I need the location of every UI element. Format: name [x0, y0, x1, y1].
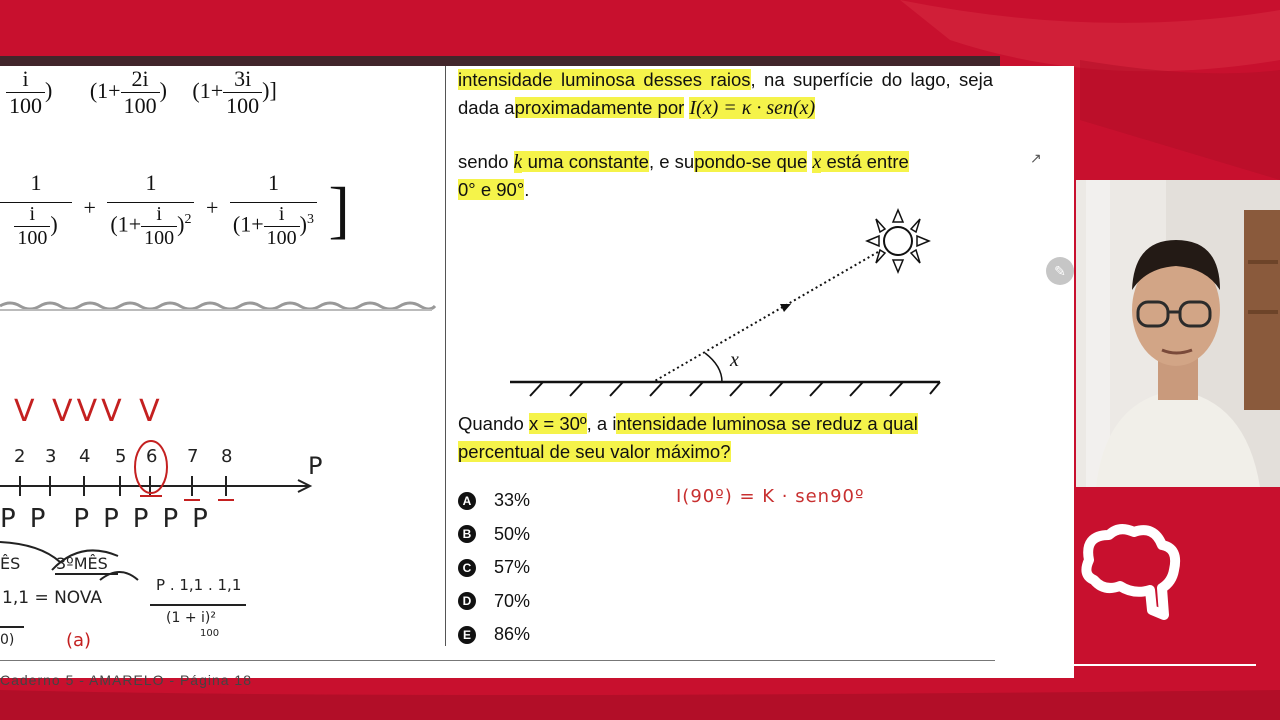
- sun-icon: [867, 210, 929, 272]
- frac-term-1: [6, 66, 45, 119]
- main-den: $\frac{i}{100}$ ): [0, 203, 72, 250]
- axis-end-label: P: [308, 452, 323, 480]
- tick-label: 3: [45, 446, 57, 467]
- option-letter: A: [458, 492, 476, 510]
- plus-sign: +: [205, 195, 219, 221]
- frac-den: 100: [226, 93, 260, 118]
- column-divider: [445, 66, 446, 646]
- page-bottom-rule: [0, 660, 995, 661]
- highlight: x = 30º: [528, 413, 587, 434]
- highlight: está entre: [821, 151, 909, 172]
- paren: ): [45, 77, 53, 103]
- main-num: 1: [107, 170, 194, 203]
- angle-label: x: [730, 349, 739, 371]
- option-e[interactable]: [458, 618, 530, 652]
- presenter-video-frame: [1076, 180, 1280, 487]
- fraction-bar-left: [0, 626, 24, 628]
- highlight: pondo-se que: [694, 151, 808, 172]
- denominator-sub: 100: [200, 628, 220, 639]
- main-num: 1: [230, 170, 317, 203]
- tick-label: 6: [146, 446, 158, 467]
- frac-term-3: [223, 66, 262, 119]
- highlight: 0° e 90°: [458, 179, 525, 200]
- webcam-video: [1076, 180, 1280, 487]
- text: .: [524, 179, 530, 200]
- frac-num: i: [6, 66, 45, 93]
- highlight: uma constante: [522, 151, 649, 172]
- option-text: 33%: [494, 490, 531, 511]
- main-den: (1+ $\frac{i}{100}$ )$^2$: [110, 203, 192, 249]
- main-den: (1+ $\frac{i}{100}$ )$^3$: [232, 203, 314, 249]
- option-letter: C: [458, 559, 476, 577]
- main-term-2: [107, 170, 194, 250]
- option-text: 70%: [494, 590, 531, 611]
- question-paragraph-2: [458, 148, 993, 204]
- paren: (1+: [192, 77, 224, 103]
- frac-num: 2i: [121, 66, 160, 93]
- main-term-1: [0, 170, 72, 250]
- plus-sign: +: [83, 195, 96, 221]
- bracket: )]: [262, 77, 277, 103]
- option-letter: D: [458, 592, 476, 610]
- formula-main: [0, 170, 350, 250]
- option-text: 57%: [494, 557, 531, 578]
- formula-top: [0, 66, 277, 119]
- bracket: ]: [328, 174, 350, 245]
- brand-underline: [1074, 664, 1256, 666]
- text: sendo: [458, 151, 514, 172]
- paren: ): [159, 77, 167, 103]
- denominator-expr: (1 + i)²: [166, 610, 216, 626]
- tick-label: 7: [187, 446, 199, 467]
- p-labels: PP PPPPP: [0, 504, 222, 534]
- brand-logo-icon: [1074, 520, 1184, 630]
- handwritten-red-note: I(90º) = K · sen90º: [676, 486, 865, 507]
- option-c[interactable]: [458, 551, 530, 585]
- sun-ray-diagram: [508, 206, 948, 406]
- month-right-label: 3ºMÊS: [56, 554, 108, 573]
- frac-den: 100: [123, 93, 157, 118]
- checkmarks: V VVV V: [14, 394, 164, 429]
- option-letter: E: [458, 626, 476, 644]
- fraction-bar: [150, 604, 246, 606]
- highlight: ntensidade luminosa se reduz a qual: [616, 413, 918, 434]
- text: Quando: [458, 413, 529, 434]
- red-fragment: (a): [66, 630, 92, 651]
- frac-term-2: [121, 66, 160, 119]
- left-worked-notes: [0, 66, 445, 678]
- page-footer: Caderno 5 - AMARELO - Página 18: [0, 672, 253, 688]
- month-left-label: ÊS: [0, 554, 21, 573]
- numerator-expr: P . 1,1 . 1,1: [156, 576, 242, 594]
- tick-label: 8: [221, 446, 233, 467]
- highlight: proximadamente por: [514, 97, 685, 118]
- frac-num: 3i: [223, 66, 262, 93]
- question-panel: [458, 66, 998, 660]
- option-a[interactable]: [458, 484, 530, 518]
- paren: (1+: [89, 77, 121, 103]
- text: , na superfície do lago, seja dada a: [458, 69, 993, 118]
- variable-k: k: [513, 151, 523, 173]
- intensity-formula: I(x) = κ · sen(x): [689, 97, 816, 119]
- question-paragraph-3: [458, 410, 993, 466]
- highlight: intensidade luminosa desses raios: [458, 69, 751, 90]
- option-b[interactable]: [458, 518, 530, 552]
- text: , e su: [648, 151, 695, 172]
- left-fragment: 0): [0, 632, 15, 648]
- option-text: 50%: [494, 523, 531, 544]
- tick-label: 2: [14, 446, 26, 467]
- option-letter: B: [458, 525, 476, 543]
- highlight: percentual de seu valor máximo?: [458, 441, 731, 462]
- option-text: 86%: [494, 624, 531, 645]
- close-icon[interactable]: ↗: [1030, 150, 1042, 166]
- text: , a i: [586, 413, 617, 434]
- main-num: 1: [0, 170, 72, 203]
- equation-note: 1,1 = NOVA: [2, 588, 103, 608]
- tick-label: 4: [79, 446, 91, 467]
- option-d[interactable]: [458, 585, 530, 619]
- torn-edge-divider: [0, 298, 435, 312]
- main-term-3: [230, 170, 317, 250]
- variable-x: x: [812, 151, 822, 173]
- frac-den: 100: [9, 93, 42, 118]
- question-paragraph-1: [458, 66, 993, 122]
- answer-options: [458, 484, 530, 652]
- tick-label: 5: [115, 446, 127, 467]
- presentation-slide: [0, 66, 1074, 688]
- pencil-icon[interactable]: ✎: [1046, 257, 1074, 285]
